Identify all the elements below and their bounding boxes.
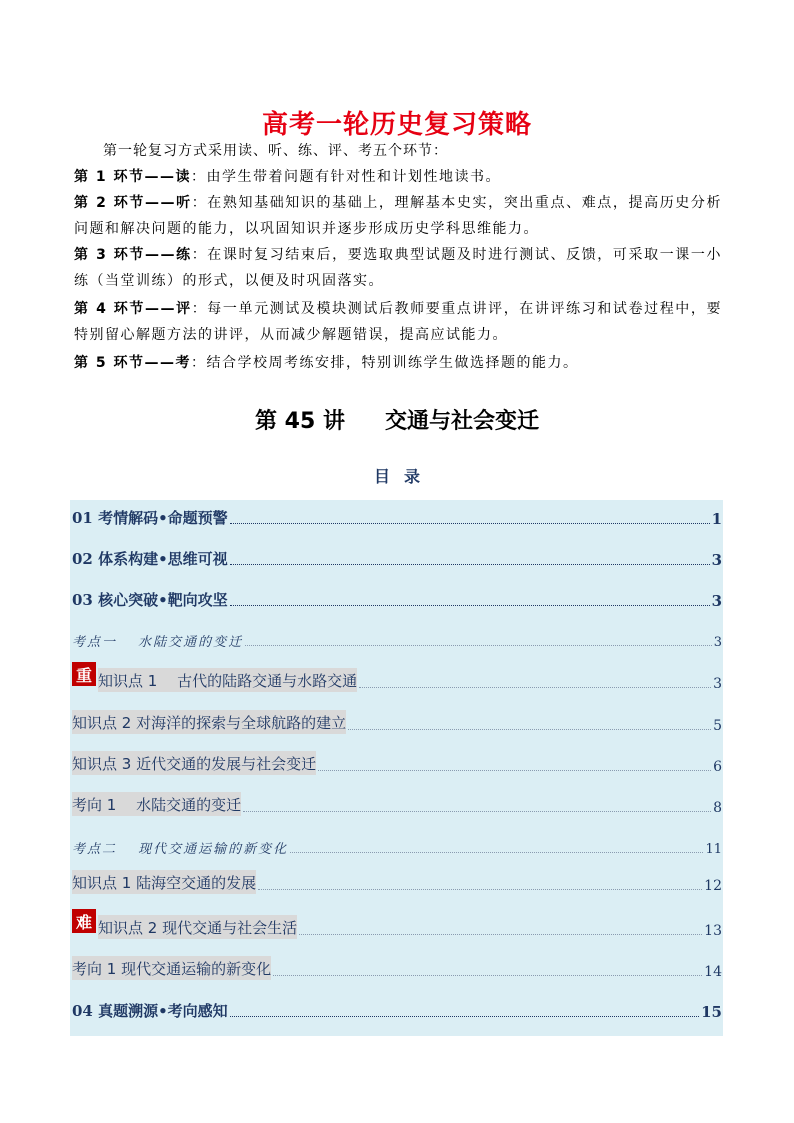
toc-leader	[290, 852, 703, 853]
toc-entry-label: 知识点 1 陆海空交通的发展	[72, 870, 256, 894]
toc-entry-kaodian-2[interactable]	[72, 833, 722, 857]
toc-entry-page: 14	[704, 964, 722, 980]
toc-leader	[258, 889, 702, 890]
toc-entry-label: 04 真题溯源•考向感知	[72, 1002, 228, 1020]
toc-entry-page: 5	[713, 718, 722, 734]
toc-leader	[230, 1016, 699, 1017]
toc-entry-knowledge-2-2[interactable]	[72, 912, 722, 939]
step-3-text: ：在课时复习结束后，要选取典型试题及时进行测试、反馈，可采取一课一小练（当堂训练）的形式，以便及时巩固落实。	[74, 247, 723, 289]
step-2-label: 第 2 环节——听	[74, 195, 192, 211]
toc-entry-03[interactable]	[72, 586, 722, 610]
toc-leader	[318, 770, 711, 771]
toc-entry-label: 知识点 2 现代交通与社会生活	[98, 915, 297, 939]
toc-entry-02[interactable]	[72, 545, 722, 569]
toc-entry-page: 15	[701, 1003, 722, 1021]
step-5-text: ：结合学校周考练安排，特别训练学生做选择题的能力。	[191, 355, 579, 371]
toc-entry-page: 3	[713, 676, 722, 692]
step-3-label: 第 3 环节——练	[74, 247, 192, 263]
step-1-text: ：由学生带着问题有针对性和计划性地读书。	[191, 169, 501, 185]
toc-entry-page: 3	[713, 635, 722, 650]
step-1-label: 第 1 环节——读	[74, 169, 191, 185]
toc-entry-page: 13	[704, 923, 722, 939]
toc-entry-direction-1[interactable]	[72, 792, 722, 816]
toc-leader	[299, 934, 702, 935]
toc-leader	[230, 564, 710, 565]
toc-entry-page: 3	[711, 592, 722, 610]
toc-entry-page: 6	[713, 759, 722, 775]
toc-entry-knowledge-2-1[interactable]	[72, 870, 722, 894]
toc-entry-knowledge-1-3[interactable]	[72, 751, 722, 775]
step-4	[74, 296, 722, 348]
toc-entry-04[interactable]	[72, 997, 722, 1021]
toc-entry-page: 12	[704, 878, 722, 894]
step-1	[74, 164, 722, 190]
toc-entry-label: 知识点 2 对海洋的探索与全球航路的建立	[72, 710, 346, 734]
toc-leader	[230, 523, 710, 524]
toc-heading: 目录	[373, 467, 434, 486]
toc-leader	[359, 687, 711, 688]
step-5-label: 第 5 环节——考	[74, 355, 191, 371]
toc-entry-label: 知识点 1 古代的陆路交通与水路交通	[98, 668, 357, 692]
lecture-number: 第 45 讲	[255, 409, 345, 434]
step-2	[74, 190, 722, 242]
toc-entry-label: 考点一 水陆交通的变迁	[72, 635, 244, 650]
toc-leader	[273, 975, 702, 976]
toc-entry-knowledge-1-1[interactable]	[72, 665, 722, 692]
difficult-point-badge: 难	[72, 909, 96, 933]
toc-entry-label: 考点二 现代交通运输的新变化	[72, 842, 289, 857]
toc-entry-direction-2[interactable]	[72, 956, 722, 980]
step-2-text: ：在熟知基础知识的基础上，理解基本史实，突出重点、难点，提高历史分析问题和解决问题的能力，以巩固知识并逐步形成历史学科思维能力。	[74, 195, 723, 237]
toc-entry-kaodian-1[interactable]	[72, 626, 722, 650]
step-5	[74, 350, 722, 376]
toc-entry-page: 3	[711, 551, 722, 569]
toc-leader	[348, 729, 711, 730]
lecture-name: 交通与社会变迁	[384, 409, 539, 434]
toc-entry-page: 1	[711, 510, 722, 528]
toc-entry-label: 知识点 3 近代交通的发展与社会变迁	[72, 751, 316, 775]
step-3	[74, 242, 722, 294]
toc-entry-knowledge-1-2[interactable]	[72, 710, 722, 734]
step-4-label: 第 4 环节——评	[74, 301, 192, 317]
lecture-title	[0, 404, 794, 435]
toc-leader	[243, 811, 711, 812]
key-point-badge: 重	[72, 662, 96, 686]
toc-leader	[230, 605, 710, 606]
page-title: 高考一轮历史复习策略	[261, 110, 532, 140]
toc-entry-page: 11	[705, 842, 722, 857]
toc-entry-01[interactable]	[72, 504, 722, 528]
intro-text: 第一轮复习方式采用读、听、练、评、考五个环节：	[103, 143, 448, 159]
step-4-text: ：每一单元测试及模块测试后教师要重点讲评，在讲评练习和试卷过程中，要特别留心解题方法的讲评，从而减少解题错误，提高应试能力。	[74, 301, 723, 343]
toc-entry-label: 考向 1 水陆交通的变迁	[72, 792, 241, 816]
toc-entry-label: 考向 1 现代交通运输的新变化	[72, 956, 271, 980]
toc-entry-label: 02 体系构建•思维可视	[72, 550, 228, 568]
toc-entry-label: 01 考情解码•命题预警	[72, 509, 228, 527]
toc-leader	[245, 645, 712, 646]
toc-entry-page: 8	[713, 800, 722, 816]
toc-entry-label: 03 核心突破•靶向攻坚	[72, 591, 228, 609]
